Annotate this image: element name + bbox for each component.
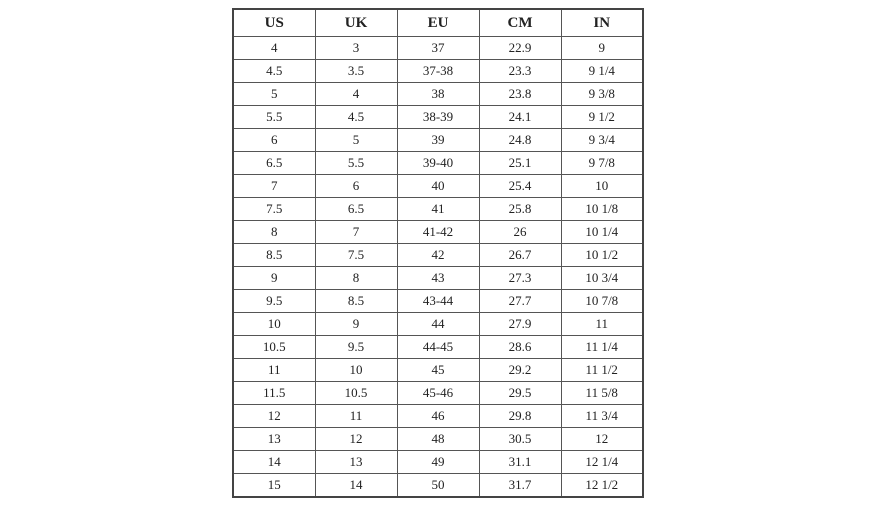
- cell-eu: 40: [397, 175, 479, 198]
- cell-uk: 13: [315, 451, 397, 474]
- table-row: [233, 198, 643, 221]
- cell-eu: 39: [397, 129, 479, 152]
- cell-us: 7: [233, 175, 315, 198]
- cell-in: 11 1/2: [561, 359, 643, 382]
- cell-us: 10: [233, 313, 315, 336]
- table-row: [233, 359, 643, 382]
- cell-eu: 44: [397, 313, 479, 336]
- table-row: [233, 382, 643, 405]
- cell-in: 10 1/4: [561, 221, 643, 244]
- cell-us: 12: [233, 405, 315, 428]
- cell-in: 10 7/8: [561, 290, 643, 313]
- table-header-row: [233, 9, 643, 37]
- cell-in: 10 3/4: [561, 267, 643, 290]
- cell-uk: 3.5: [315, 60, 397, 83]
- cell-in: 9 1/2: [561, 106, 643, 129]
- cell-cm: 27.7: [479, 290, 561, 313]
- cell-cm: 22.9: [479, 37, 561, 60]
- cell-eu: 38: [397, 83, 479, 106]
- cell-us: 8.5: [233, 244, 315, 267]
- cell-eu: 39-40: [397, 152, 479, 175]
- table-row: [233, 221, 643, 244]
- cell-eu: 49: [397, 451, 479, 474]
- cell-cm: 25.4: [479, 175, 561, 198]
- cell-us: 13: [233, 428, 315, 451]
- cell-cm: 30.5: [479, 428, 561, 451]
- cell-uk: 10: [315, 359, 397, 382]
- cell-in: 9: [561, 37, 643, 60]
- cell-in: 10: [561, 175, 643, 198]
- header-in: IN: [561, 9, 643, 37]
- table-row: [233, 244, 643, 267]
- cell-in: 11: [561, 313, 643, 336]
- cell-cm: 25.8: [479, 198, 561, 221]
- table-row: [233, 336, 643, 359]
- cell-uk: 4: [315, 83, 397, 106]
- cell-cm: 23.8: [479, 83, 561, 106]
- cell-us: 11: [233, 359, 315, 382]
- cell-uk: 12: [315, 428, 397, 451]
- cell-in: 11 1/4: [561, 336, 643, 359]
- cell-in: 9 3/4: [561, 129, 643, 152]
- cell-in: 9 1/4: [561, 60, 643, 83]
- cell-us: 9: [233, 267, 315, 290]
- cell-eu: 42: [397, 244, 479, 267]
- table-row: [233, 428, 643, 451]
- size-conversion-table: [232, 8, 644, 498]
- cell-in: 11 3/4: [561, 405, 643, 428]
- cell-uk: 8.5: [315, 290, 397, 313]
- cell-uk: 5.5: [315, 152, 397, 175]
- cell-cm: 31.7: [479, 474, 561, 498]
- cell-uk: 6.5: [315, 198, 397, 221]
- cell-us: 4: [233, 37, 315, 60]
- table-row: [233, 313, 643, 336]
- header-us: US: [233, 9, 315, 37]
- cell-uk: 11: [315, 405, 397, 428]
- cell-cm: 24.8: [479, 129, 561, 152]
- table-row: [233, 175, 643, 198]
- cell-us: 15: [233, 474, 315, 498]
- cell-us: 4.5: [233, 60, 315, 83]
- cell-cm: 28.6: [479, 336, 561, 359]
- header-uk: UK: [315, 9, 397, 37]
- cell-uk: 6: [315, 175, 397, 198]
- cell-eu: 45-46: [397, 382, 479, 405]
- cell-us: 6: [233, 129, 315, 152]
- cell-cm: 25.1: [479, 152, 561, 175]
- cell-cm: 29.2: [479, 359, 561, 382]
- cell-in: 12: [561, 428, 643, 451]
- cell-eu: 43: [397, 267, 479, 290]
- cell-in: 11 5/8: [561, 382, 643, 405]
- cell-us: 7.5: [233, 198, 315, 221]
- cell-uk: 7: [315, 221, 397, 244]
- cell-uk: 7.5: [315, 244, 397, 267]
- cell-uk: 10.5: [315, 382, 397, 405]
- table-row: [233, 152, 643, 175]
- cell-us: 5: [233, 83, 315, 106]
- cell-us: 14: [233, 451, 315, 474]
- cell-cm: 27.9: [479, 313, 561, 336]
- cell-uk: 5: [315, 129, 397, 152]
- cell-eu: 37: [397, 37, 479, 60]
- cell-eu: 48: [397, 428, 479, 451]
- cell-cm: 24.1: [479, 106, 561, 129]
- cell-in: 9 3/8: [561, 83, 643, 106]
- cell-eu: 43-44: [397, 290, 479, 313]
- cell-us: 9.5: [233, 290, 315, 313]
- cell-in: 10 1/8: [561, 198, 643, 221]
- cell-uk: 3: [315, 37, 397, 60]
- cell-uk: 8: [315, 267, 397, 290]
- cell-eu: 38-39: [397, 106, 479, 129]
- cell-cm: 26: [479, 221, 561, 244]
- cell-cm: 29.5: [479, 382, 561, 405]
- cell-in: 12 1/4: [561, 451, 643, 474]
- header-eu: EU: [397, 9, 479, 37]
- cell-cm: 26.7: [479, 244, 561, 267]
- cell-cm: 23.3: [479, 60, 561, 83]
- table-row: [233, 37, 643, 60]
- table-row: [233, 405, 643, 428]
- cell-eu: 41: [397, 198, 479, 221]
- cell-cm: 31.1: [479, 451, 561, 474]
- table-row: [233, 106, 643, 129]
- cell-us: 11.5: [233, 382, 315, 405]
- cell-eu: 44-45: [397, 336, 479, 359]
- cell-cm: 27.3: [479, 267, 561, 290]
- header-cm: CM: [479, 9, 561, 37]
- cell-eu: 50: [397, 474, 479, 498]
- cell-uk: 4.5: [315, 106, 397, 129]
- table-row: [233, 474, 643, 498]
- cell-cm: 29.8: [479, 405, 561, 428]
- cell-uk: 9: [315, 313, 397, 336]
- cell-us: 6.5: [233, 152, 315, 175]
- table-row: [233, 290, 643, 313]
- cell-us: 5.5: [233, 106, 315, 129]
- cell-uk: 9.5: [315, 336, 397, 359]
- cell-us: 10.5: [233, 336, 315, 359]
- cell-eu: 45: [397, 359, 479, 382]
- cell-eu: 46: [397, 405, 479, 428]
- table-row: [233, 129, 643, 152]
- cell-in: 12 1/2: [561, 474, 643, 498]
- table-body: [233, 37, 643, 498]
- cell-in: 9 7/8: [561, 152, 643, 175]
- table-row: [233, 451, 643, 474]
- cell-us: 8: [233, 221, 315, 244]
- cell-eu: 37-38: [397, 60, 479, 83]
- table-row: [233, 60, 643, 83]
- cell-eu: 41-42: [397, 221, 479, 244]
- table-row: [233, 267, 643, 290]
- cell-uk: 14: [315, 474, 397, 498]
- cell-in: 10 1/2: [561, 244, 643, 267]
- table-row: [233, 83, 643, 106]
